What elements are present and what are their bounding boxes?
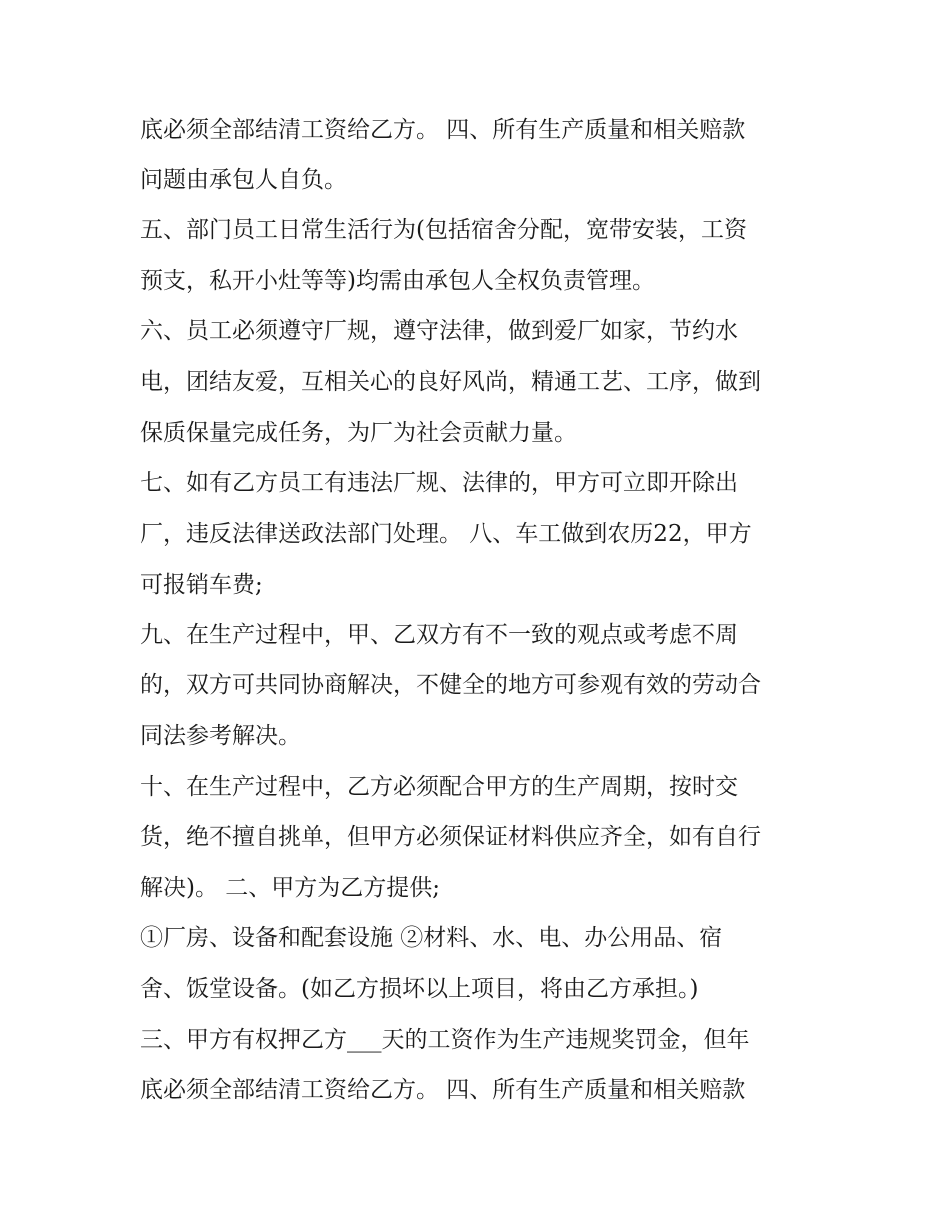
text-line: 六、员工必须遵守厂规，遵守法律，做到爱厂如家，节约水	[140, 318, 738, 344]
text-line: 七、如有乙方员工有违法厂规、法律的，甲方可立即开除出	[140, 470, 738, 496]
text-line: 解决)。 二、甲方为乙方提供;	[140, 875, 441, 901]
text-line: 保质保量完成任务，为厂为社会贡献力量。	[140, 420, 577, 446]
text-line: 十、在生产过程中，乙方必须配合甲方的生产周期，按时交	[140, 774, 738, 800]
text-line: 三、甲方有权押乙方___天的工资作为生产违规奖罚金，但年	[140, 1027, 750, 1053]
text-line: 预支，私开小灶等等)均需由承包人全权负责管理。	[140, 268, 655, 294]
text-line: 同法参考解决。	[140, 723, 301, 749]
text-line: 底必须全部结清工资给乙方。 四、所有生产质量和相关赔款	[140, 117, 746, 143]
text-line: 底必须全部结清工资给乙方。 四、所有生产质量和相关赔款	[140, 1077, 746, 1103]
text-line: 舍、饭堂设备。(如乙方损坏以上项目，将由乙方承担。)	[140, 976, 699, 1002]
text-line: ①厂房、设备和配套设施 ②材料、水、电、办公用品、宿	[140, 925, 723, 951]
text-line: 九、在生产过程中，甲、乙双方有不一致的观点或考虑不周	[140, 622, 738, 648]
text-line: 电，团结友爱，互相关心的良好风尚，精通工艺、工序，做到	[140, 369, 761, 395]
text-line: 厂，违反法律送政法部门处理。 八、车工做到农历22，甲方	[140, 521, 752, 547]
text-line: 五、部门员工日常生活行为(包括宿舍分配，宽带安装，工资	[140, 217, 747, 243]
text-line: 可报销车费;	[140, 572, 263, 598]
text-line: 的，双方可共同协商解决，不健全的地方可参观有效的劳动合	[140, 672, 761, 698]
text-line: 货，绝不擅自挑单，但甲方必须保证材料供应齐全，如有自行	[140, 824, 761, 850]
text-line: 问题由承包人自负。	[140, 167, 347, 193]
